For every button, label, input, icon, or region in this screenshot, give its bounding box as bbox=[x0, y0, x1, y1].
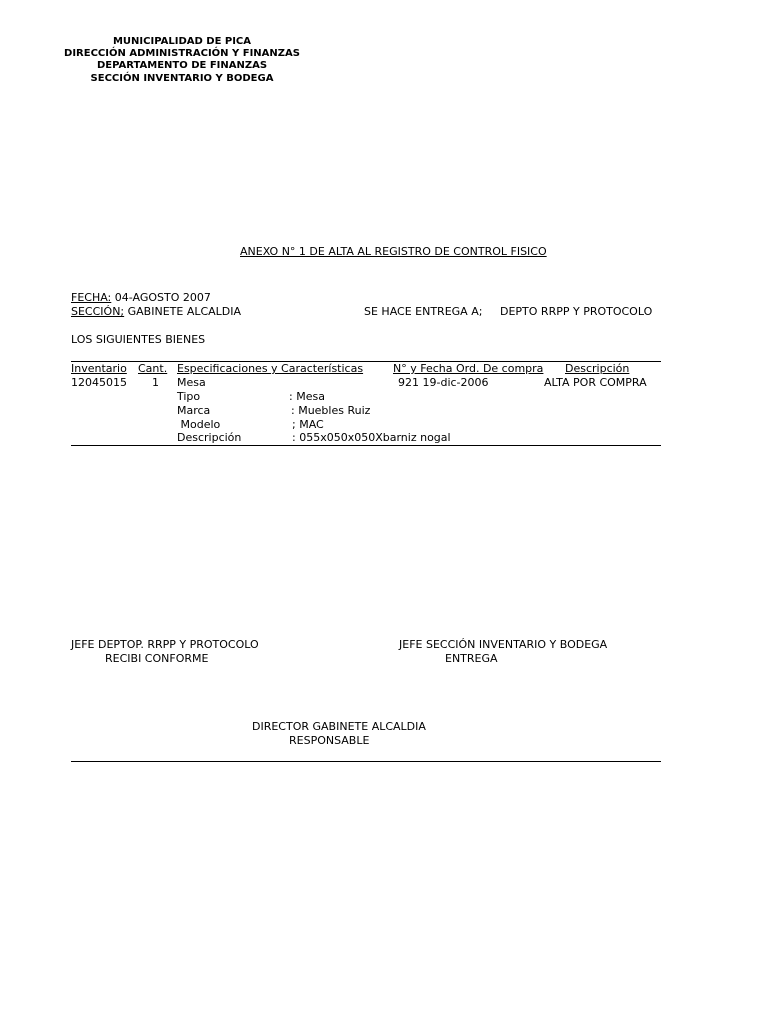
signature-right-title: JEFE SECCIÓN INVENTARIO Y BODEGA bbox=[399, 638, 608, 651]
row-desc: ALTA POR COMPRA bbox=[544, 376, 647, 389]
fecha-label: FECHA: bbox=[71, 291, 112, 304]
col-espec-header: Especificaciones y Características bbox=[177, 362, 364, 375]
header-department: DEPARTAMENTO DE FINANZAS bbox=[96, 60, 268, 71]
header-municipality: MUNICIPALIDAD DE PICA bbox=[112, 36, 252, 47]
row-item: Mesa bbox=[177, 376, 206, 389]
col-orden-header: N° y Fecha Ord. De compra bbox=[393, 362, 544, 375]
footer-rule bbox=[71, 761, 661, 762]
table-bottom-rule bbox=[71, 445, 661, 446]
seccion-value: GABINETE ALCALDIA bbox=[124, 305, 242, 318]
detail-descripcion-value: : 055x050x050Xbarniz nogal bbox=[292, 431, 451, 444]
signature-center-sub: RESPONSABLE bbox=[289, 734, 370, 747]
seccion-label: SECCIÓN; bbox=[71, 305, 125, 318]
detail-descripcion-label: Descripción bbox=[177, 431, 242, 444]
row-cant: 1 bbox=[152, 376, 159, 389]
row-inventario: 12045015 bbox=[71, 376, 127, 389]
document-title: ANEXO N° 1 DE ALTA AL REGISTRO DE CONTROL FISICO bbox=[240, 245, 547, 258]
col-cant-header: Cant. bbox=[138, 362, 168, 375]
signature-center-title: DIRECTOR GABINETE ALCALDIA bbox=[252, 720, 426, 733]
signature-right-sub: ENTREGA bbox=[445, 652, 498, 665]
bienes-label: LOS SIGUIENTES BIENES bbox=[71, 333, 206, 346]
fecha-line bbox=[71, 291, 211, 304]
seccion-line bbox=[71, 305, 241, 318]
detail-marca-label: Marca bbox=[177, 404, 211, 417]
detail-tipo-label: Tipo bbox=[177, 390, 201, 403]
entrega-label: SE HACE ENTREGA A; bbox=[364, 305, 483, 318]
header-section: SECCIÓN INVENTARIO Y BODEGA bbox=[90, 73, 274, 84]
col-inventario-header: Inventario bbox=[71, 362, 127, 375]
detail-tipo-value: : Mesa bbox=[289, 390, 325, 403]
col-desc-header: Descripción bbox=[565, 362, 630, 375]
signature-left-sub: RECIBI CONFORME bbox=[105, 652, 209, 665]
detail-marca-value: : Muebles Ruiz bbox=[291, 404, 371, 417]
header-direction: DIRECCIÓN ADMINISTRACIÓN Y FINANZAS bbox=[64, 48, 300, 59]
detail-modelo-label: Modelo bbox=[177, 418, 221, 431]
fecha-value: 04-AGOSTO 2007 bbox=[111, 291, 211, 304]
detail-modelo-value: ; MAC bbox=[292, 418, 324, 431]
entrega-value: DEPTO RRPP Y PROTOCOLO bbox=[500, 305, 653, 318]
row-orden: 921 19-dic-2006 bbox=[398, 376, 489, 389]
signature-left-title: JEFE DEPTOP. RRPP Y PROTOCOLO bbox=[71, 638, 259, 651]
